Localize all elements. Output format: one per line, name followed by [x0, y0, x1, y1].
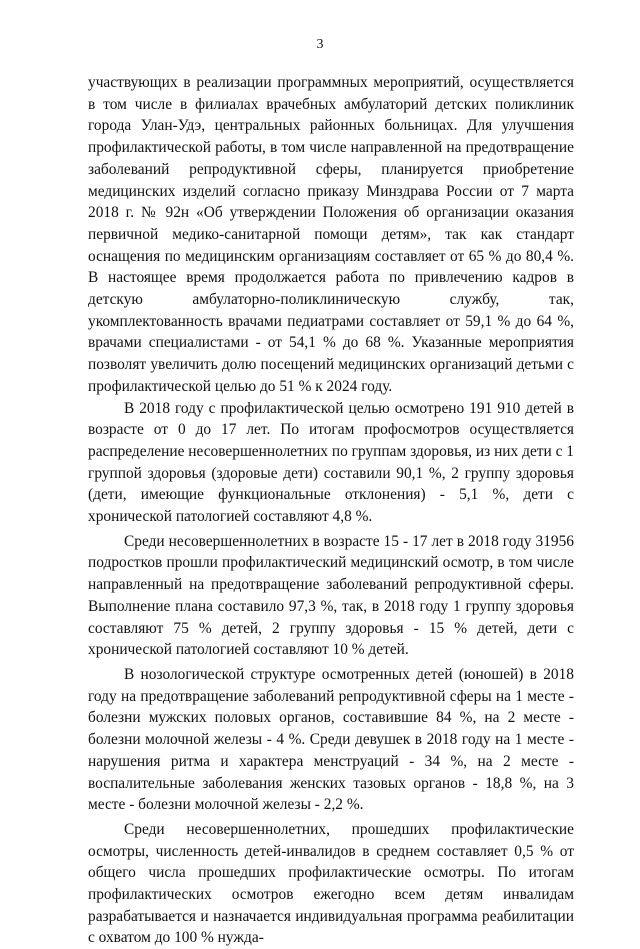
- paragraph-nosology: В нозологической структуре осмотренных детей (юношей) в 2018 году на предотвращение заболеваний репродуктивной сферы на 1 месте - болезни мужских половых органов, составившие 84 %, на 2 месте - болезни молочной железы - 4 %. Среди девушек в 2018 году на 1 месте - нарушения ритма и характера менструаций - 34 %, на 2 месте - воспалительные заболевания женских тазовых органов - 18,8 %, на 3 месте - болезни молочной железы - 2,2 %.: [88, 665, 574, 814]
- paragraph-preventive-exams: В 2018 году с профилактической целью осмотрено 191 910 детей в возрасте от 0 до 17 лет. По итогам профосмотров осуществляется распределение несовершеннолетних по группам здоровья, из них дети с 1 группой здоровья (здоровые дети) составили 90,1 %, 2 группу здоровья (дети, имеющие функциональные отклонения) - 5,1 %, дети с хронической патологией составляют 4,8 %.: [88, 399, 574, 526]
- paragraph-continuation: участвующих в реализации программных мероприятий, осуществляется в том числе в филиалах врачебных амбулаторий детских поликлиник города Улан-Удэ, центральных районных больницах. Для улучшения профилактической работы, в том числе направленной на предотвращение заболеваний репродуктивной сферы, планируется приобретение медицинских изделий согласно приказу Минздрава России от 7 марта 2018 г. № 92н «Об утверждении Положения об организации оказания первичной медико-санитарной помощи детям», так как стандарт оснащения по медицинским организациям составляет от 65 % до 80,4 %. В настоящее время продолжается работа по привлечению кадров в детскую амбулаторно-поликлиническую службу, так, укомплектованность врачами педиатрами составляет от 59,1 % до 64 %, врачами специалистами - от 54,1 % до 68 %. Указанные мероприятия позволят увеличить долю посещений медицинских организаций детьми с профилактической целью до 51 % к 2024 году.: [88, 74, 574, 395]
- paragraph-disabled-children: Среди несовершеннолетних, прошедших профилактические осмотры, численность детей-инвалидов в среднем составляет 0,5 % от общего числа прошедших профилактические осмотры. По итогам профилактических осмотров ежегодно всем детям инвалидам разрабатывается и назначается индивидуальная программа реабилитации с охватом до 100 % нужда-: [88, 820, 574, 947]
- page-number: 3: [316, 37, 324, 52]
- paragraph-teenagers: Среди несовершеннолетних в возрасте 15 - 17 лет в 2018 году 31956 подростков прошли профилактический медицинский осмотр, в том числе направленный на предотвращение заболеваний репродуктивной сферы. Выполнение плана составило 97,3 %, так, в 2018 году 1 группу здоровья составляют 75 % детей, 2 группу здоровья - 15 % детей, дети с хронической патологией составляют 10 % детей.: [88, 532, 574, 659]
- body-text: [88, 72, 574, 949]
